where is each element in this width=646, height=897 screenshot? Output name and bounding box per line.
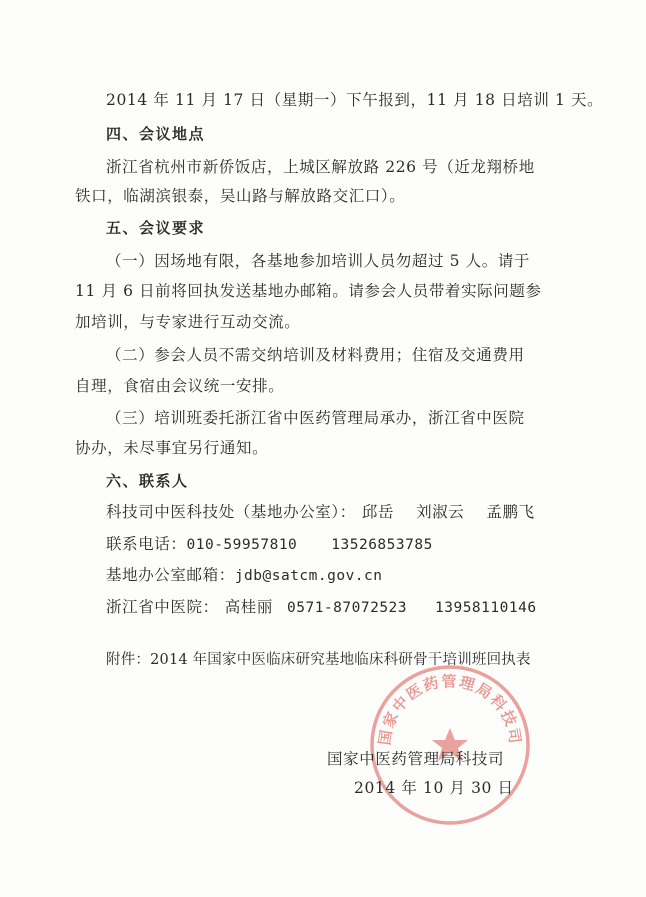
contact-person-3: 孟鹏飞: [486, 503, 535, 521]
attachment-note: 附件：2014 年国家中医临床研究基地临床科研骨干培训班回执表: [106, 652, 531, 668]
hospital-phone-2: 13958110146: [435, 600, 537, 616]
requirement-3-line2: 协办，未尽事宜另行通知。: [75, 439, 269, 457]
requirement-2-line2: 自理，食宿由会议统一安排。: [75, 377, 285, 395]
issuer-name: 国家中医药管理局科技司: [327, 750, 505, 768]
phone-label: 联系电话：: [106, 535, 187, 553]
official-seal: [365, 660, 535, 830]
hospital-contact-person: 高桂丽: [224, 598, 274, 616]
hospital-label: 浙江省中医院：: [106, 598, 219, 616]
contact-phone-line: [106, 534, 433, 555]
requirement-2-line1: （二）参会人员不需交纳培训及材料费用；住宿及交通费用: [106, 346, 525, 364]
section-heading-requirements: 五、会议要求: [106, 219, 206, 237]
contact-person-1: 邱岳: [361, 503, 395, 521]
email-address: jdb@satcm.gov.cn: [234, 568, 383, 584]
office-label: 科技司中医科技处（基地办公室）：: [106, 503, 356, 521]
venue-text-line1: 浙江省杭州市新侨饭店，上城区解放路 226 号（近龙翔桥地: [106, 158, 535, 176]
registration-time-text: 2014 年 11 月 17 日（星期一）下午报到，11 月 18 日培训 1 天。: [106, 91, 604, 109]
seal-text: 国家中医药管理局科技司: [375, 672, 525, 747]
email-label: 基地办公室邮箱：: [106, 566, 235, 584]
requirement-1-line1: （一）因场地有限，各基地参加培训人员勿超过 5 人。请于: [106, 252, 531, 270]
requirement-1-line3: 加培训，与专家进行互动交流。: [75, 313, 301, 331]
section-heading-venue: 四、会议地点: [106, 125, 206, 143]
requirement-3-line1: （三）培训班委托浙江省中医药管理局承办，浙江省中医院: [106, 409, 525, 427]
issue-date: 2014 年 10 月 30 日: [354, 779, 514, 797]
contact-email-line: [106, 565, 383, 586]
contact-hospital-line: [106, 597, 537, 618]
phone-number-1: 010-59957810: [186, 537, 298, 553]
contact-person-2: 刘淑云: [416, 503, 465, 521]
requirement-1-line2: 11 月 6 日前将回执发送基地办邮箱。请参会人员带着实际问题参: [75, 282, 542, 300]
hospital-phone-1: 0571-87072523: [287, 600, 408, 616]
contact-office-line: [106, 502, 535, 522]
section-heading-contacts: 六、联系人: [106, 472, 189, 490]
venue-text-line2: 铁口，临湖滨银泰，吴山路与解放路交汇口）。: [75, 187, 406, 205]
phone-number-2: 13526853785: [331, 537, 433, 553]
